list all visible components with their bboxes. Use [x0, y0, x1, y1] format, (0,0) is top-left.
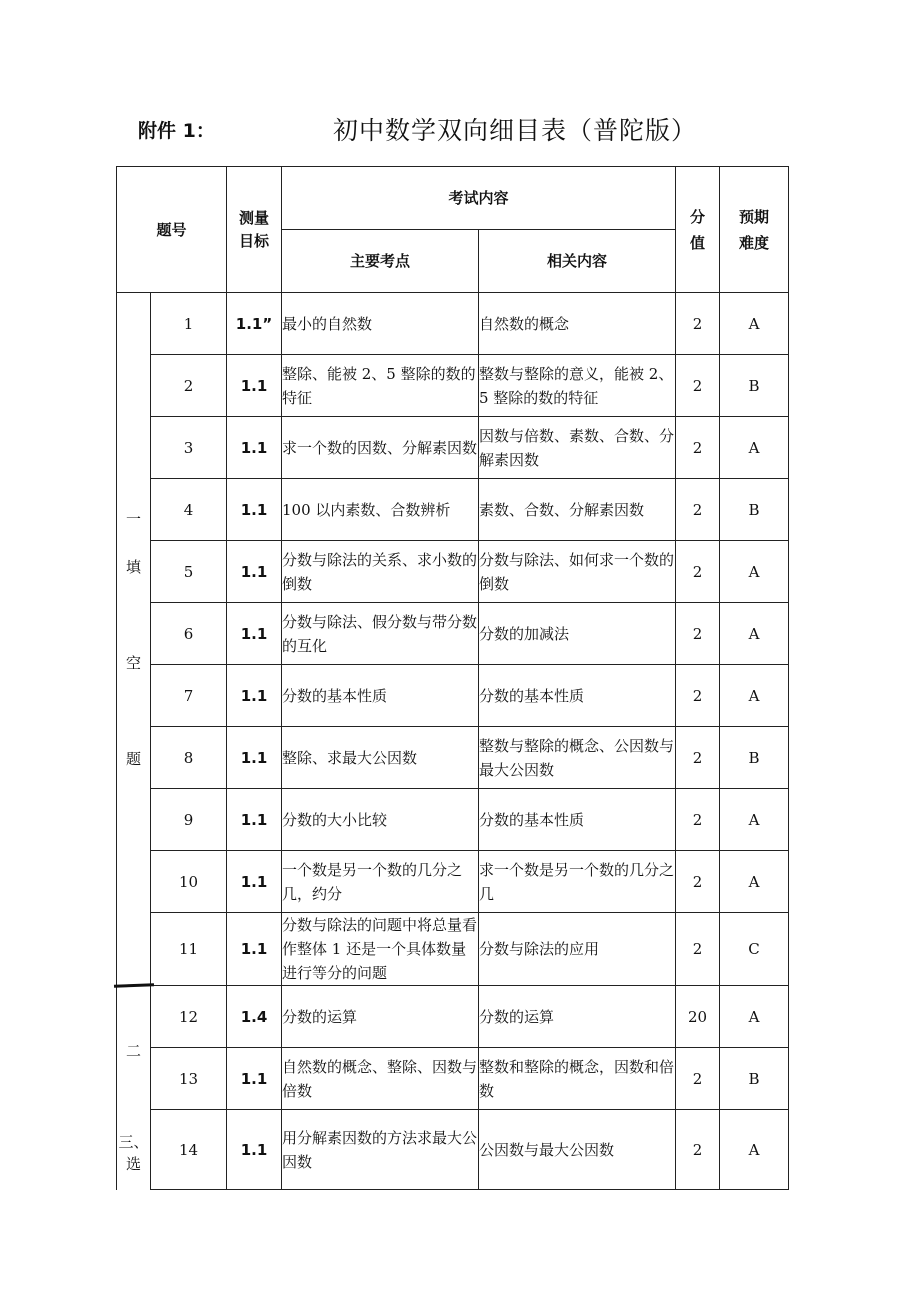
table-row — [117, 355, 789, 417]
question-number: 9 — [151, 789, 227, 851]
related-content: 整数和整除的概念，因数和倍数 — [479, 1048, 676, 1110]
related-content: 分数与除法的应用 — [479, 913, 676, 986]
score-value: 2 — [676, 417, 720, 479]
measure-target: 1.1 — [227, 789, 282, 851]
score-value: 2 — [676, 603, 720, 665]
table-row — [117, 851, 789, 913]
difficulty-level: A — [720, 665, 789, 727]
table-row — [117, 986, 789, 1048]
measure-target: 1.1 — [227, 665, 282, 727]
header-related: 相关内容 — [479, 230, 676, 293]
score-value: 20 — [676, 986, 720, 1048]
related-content: 分数的运算 — [479, 986, 676, 1048]
table-row — [117, 479, 789, 541]
question-number: 13 — [151, 1048, 227, 1110]
score-value: 2 — [676, 789, 720, 851]
question-number: 5 — [151, 541, 227, 603]
measure-target: 1.1” — [227, 293, 282, 355]
score-value: 2 — [676, 355, 720, 417]
question-number: 2 — [151, 355, 227, 417]
measure-target: 1.1 — [227, 603, 282, 665]
difficulty-level: B — [720, 1048, 789, 1110]
difficulty-level: B — [720, 727, 789, 789]
related-content: 公因数与最大公因数 — [479, 1110, 676, 1190]
page-title: 初中数学双向细目表（普陀版） — [333, 116, 698, 145]
difficulty-level: B — [720, 355, 789, 417]
related-content: 整数与整除的概念、公因数与最大公因数 — [479, 727, 676, 789]
measure-target: 1.1 — [227, 1110, 282, 1190]
measure-target: 1.1 — [227, 417, 282, 479]
question-number: 8 — [151, 727, 227, 789]
related-content: 分数的加减法 — [479, 603, 676, 665]
table-row — [117, 293, 789, 355]
main-point: 用分解素因数的方法求最大公因数 — [282, 1110, 479, 1190]
score-value: 2 — [676, 1110, 720, 1190]
score-value: 2 — [676, 1048, 720, 1110]
main-point: 分数的运算 — [282, 986, 479, 1048]
difficulty-level: A — [720, 417, 789, 479]
difficulty-level: A — [720, 541, 789, 603]
header-number: 题号 — [117, 167, 227, 293]
question-number: 14 — [151, 1110, 227, 1190]
score-value: 2 — [676, 479, 720, 541]
measure-target: 1.1 — [227, 727, 282, 789]
score-value: 2 — [676, 293, 720, 355]
main-point: 自然数的概念、整除、因数与倍数 — [282, 1048, 479, 1110]
table-row — [117, 913, 789, 986]
header-measure: 测量 目标 — [227, 167, 282, 293]
related-content: 分数的基本性质 — [479, 789, 676, 851]
related-content: 素数、合数、分解素因数 — [479, 479, 676, 541]
difficulty-level: A — [720, 986, 789, 1048]
main-point: 分数与除法的关系、求小数的倒数 — [282, 541, 479, 603]
question-number: 3 — [151, 417, 227, 479]
table-row — [117, 603, 789, 665]
table-row — [117, 789, 789, 851]
table-row — [117, 541, 789, 603]
related-content: 分数与除法、如何求一个数的倒数 — [479, 541, 676, 603]
measure-target: 1.4 — [227, 986, 282, 1048]
spec-table — [116, 166, 789, 1190]
main-point: 整除、能被 2、5 整除的数的特征 — [282, 355, 479, 417]
header-main-point: 主要考点 — [282, 230, 479, 293]
main-point: 100 以内素数、合数辨析 — [282, 479, 479, 541]
main-point: 分数的基本性质 — [282, 665, 479, 727]
main-point: 一个数是另一个数的几分之几，约分 — [282, 851, 479, 913]
difficulty-level: A — [720, 1110, 789, 1190]
question-number: 11 — [151, 913, 227, 986]
question-number: 4 — [151, 479, 227, 541]
question-number: 1 — [151, 293, 227, 355]
score-value: 2 — [676, 665, 720, 727]
measure-target: 1.1 — [227, 913, 282, 986]
question-number: 12 — [151, 986, 227, 1048]
table-row — [117, 417, 789, 479]
related-content: 求一个数是另一个数的几分之几 — [479, 851, 676, 913]
measure-target: 1.1 — [227, 1048, 282, 1110]
measure-target: 1.1 — [227, 355, 282, 417]
section-label: 一 填 空 题 — [117, 293, 151, 986]
difficulty-level: A — [720, 789, 789, 851]
main-point: 整除、求最大公因数 — [282, 727, 479, 789]
table-row — [117, 665, 789, 727]
main-point: 最小的自然数 — [282, 293, 479, 355]
section-label: 二 — [117, 986, 151, 1110]
question-number: 6 — [151, 603, 227, 665]
question-number: 10 — [151, 851, 227, 913]
difficulty-level: C — [720, 913, 789, 986]
table-row — [117, 1048, 789, 1110]
attachment-label: 附件 1： — [138, 120, 215, 142]
score-value: 2 — [676, 851, 720, 913]
score-value: 2 — [676, 913, 720, 986]
measure-target: 1.1 — [227, 541, 282, 603]
related-content: 分数的基本性质 — [479, 665, 676, 727]
related-content: 自然数的概念 — [479, 293, 676, 355]
question-number: 7 — [151, 665, 227, 727]
related-content: 因数与倍数、素数、合数、分解素因数 — [479, 417, 676, 479]
main-point: 分数与除法的问题中将总量看作整体 1 还是一个具体数量进行等分的问题 — [282, 913, 479, 986]
table-row — [117, 1110, 789, 1190]
measure-target: 1.1 — [227, 479, 282, 541]
section-label: 三、 选 — [117, 1110, 151, 1190]
main-point: 分数的大小比较 — [282, 789, 479, 851]
main-point: 分数与除法、假分数与带分数的互化 — [282, 603, 479, 665]
related-content: 整数与整除的意义，能被 2、5 整除的数的特征 — [479, 355, 676, 417]
header-exam-content: 考试内容 — [282, 167, 676, 230]
main-point: 求一个数的因数、分解素因数 — [282, 417, 479, 479]
score-value: 2 — [676, 541, 720, 603]
difficulty-level: B — [720, 479, 789, 541]
difficulty-level: A — [720, 851, 789, 913]
header-score: 分 值 — [676, 167, 720, 293]
table-row — [117, 727, 789, 789]
header-difficulty: 预期 难度 — [720, 167, 789, 293]
difficulty-level: A — [720, 293, 789, 355]
measure-target: 1.1 — [227, 851, 282, 913]
difficulty-level: A — [720, 603, 789, 665]
score-value: 2 — [676, 727, 720, 789]
